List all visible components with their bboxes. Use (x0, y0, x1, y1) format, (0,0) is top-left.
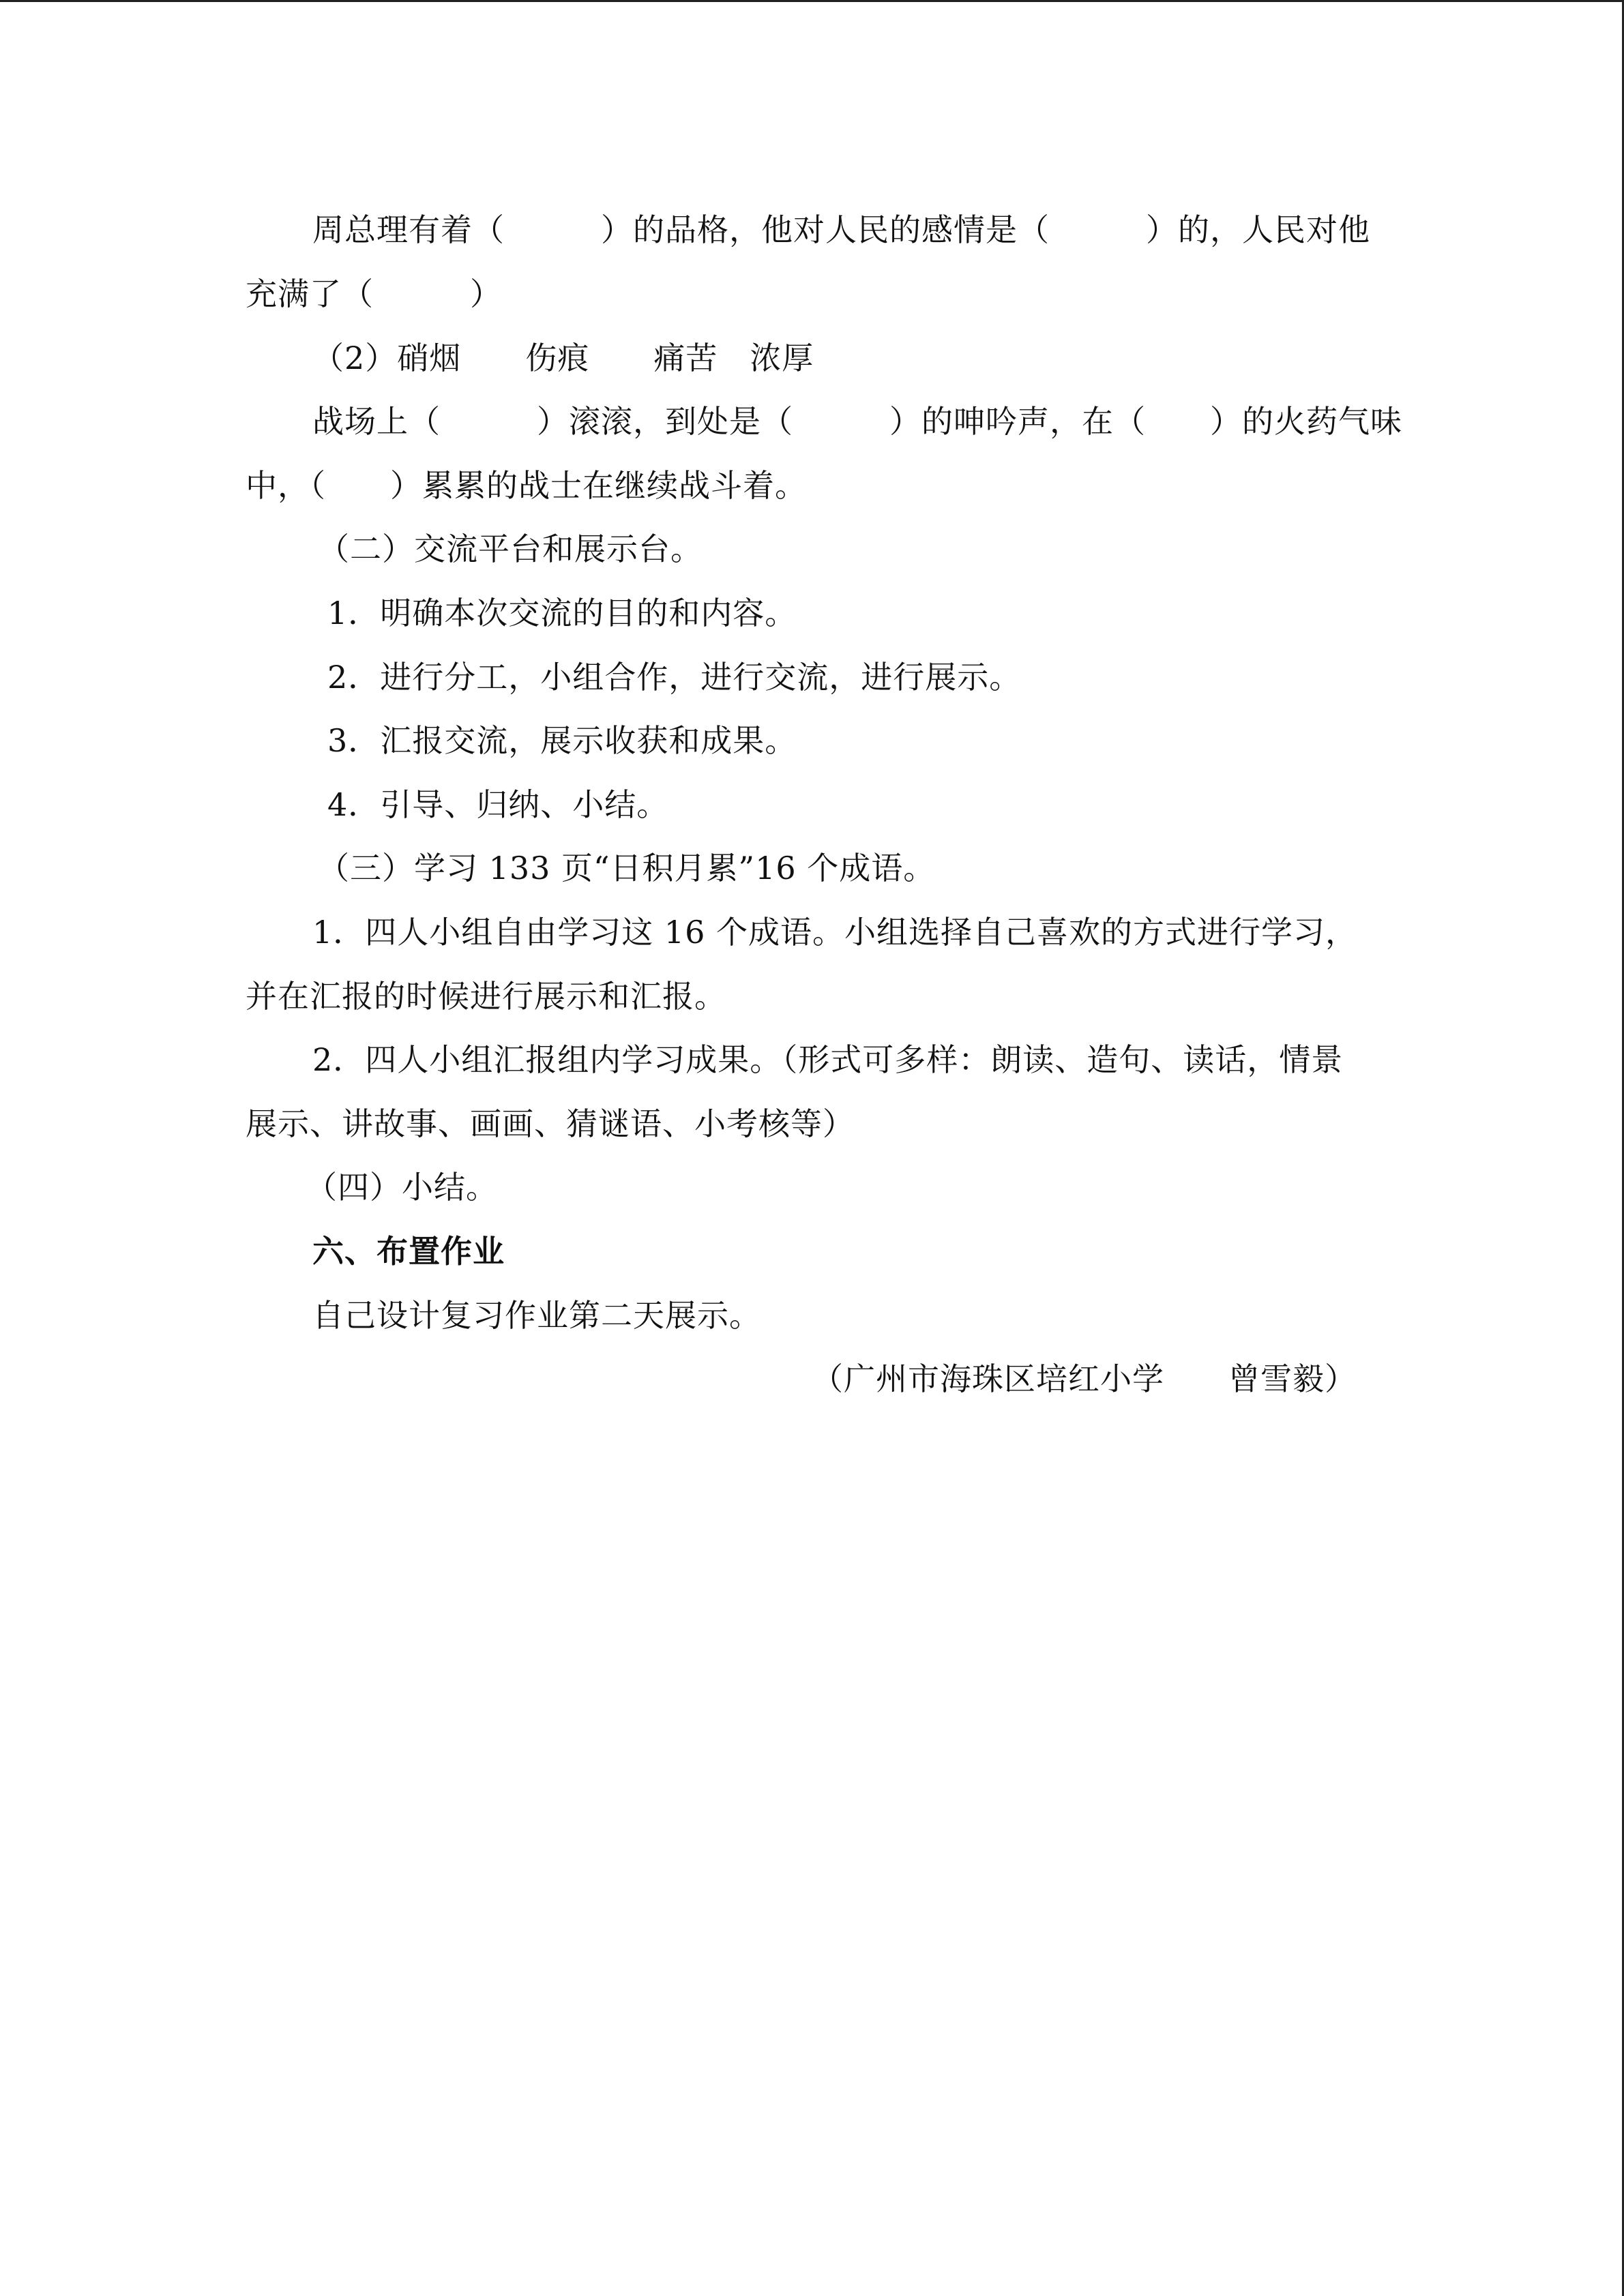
paragraph-1-line-1: 1．四人小组自由学习这 16 个成语。小组选择自己喜欢的方式进行学习， (312, 914, 1358, 951)
paragraph-1-line-2: 并在汇报的时候进行展示和汇报。 (246, 978, 726, 1015)
section-heading-two: （二）交流平台和展示台。 (318, 531, 703, 567)
section-heading-four: （四）小结。 (306, 1169, 498, 1206)
list-item-4: 4．引导、归纳、小结。 (327, 786, 669, 823)
paragraph-2-line-2: 展示、讲故事、画画、猜谜语、小考核等） (246, 1105, 855, 1142)
list-item-3: 3．汇报交流，展示收获和成果。 (327, 722, 797, 759)
author-signature: （广州市海珠区培红小学 曾雪毅） (812, 1360, 1357, 1397)
fill-blank-line-3: 战场上（ ）滚滚，到处是（ ）的呻吟声，在（ ）的火药气味 (312, 403, 1402, 440)
list-item-2: 2．进行分工，小组合作，进行交流，进行展示。 (327, 659, 1022, 696)
fill-blank-line-2: 充满了（ ） (246, 275, 502, 312)
word-list-line: （2）硝烟 伤痕 痛苦 浓厚 (312, 340, 814, 376)
list-item-1: 1．明确本次交流的目的和内容。 (327, 595, 797, 631)
homework-heading: 六、布置作业 (312, 1233, 505, 1270)
paragraph-2-line-1: 2．四人小组汇报组内学习成果。（形式可多样：朗读、造句、读话，情景 (312, 1041, 1344, 1078)
homework-text: 自己设计复习作业第二天展示。 (312, 1297, 761, 1334)
fill-blank-line-1: 周总理有着（ ）的品格，他对人民的感情是（ ）的，人民对他 (312, 211, 1370, 248)
section-heading-three: （三）学习 133 页“日积月累”16 个成语。 (318, 850, 936, 886)
fill-blank-line-4: 中，（ ）累累的战士在继续战斗着。 (246, 467, 807, 504)
